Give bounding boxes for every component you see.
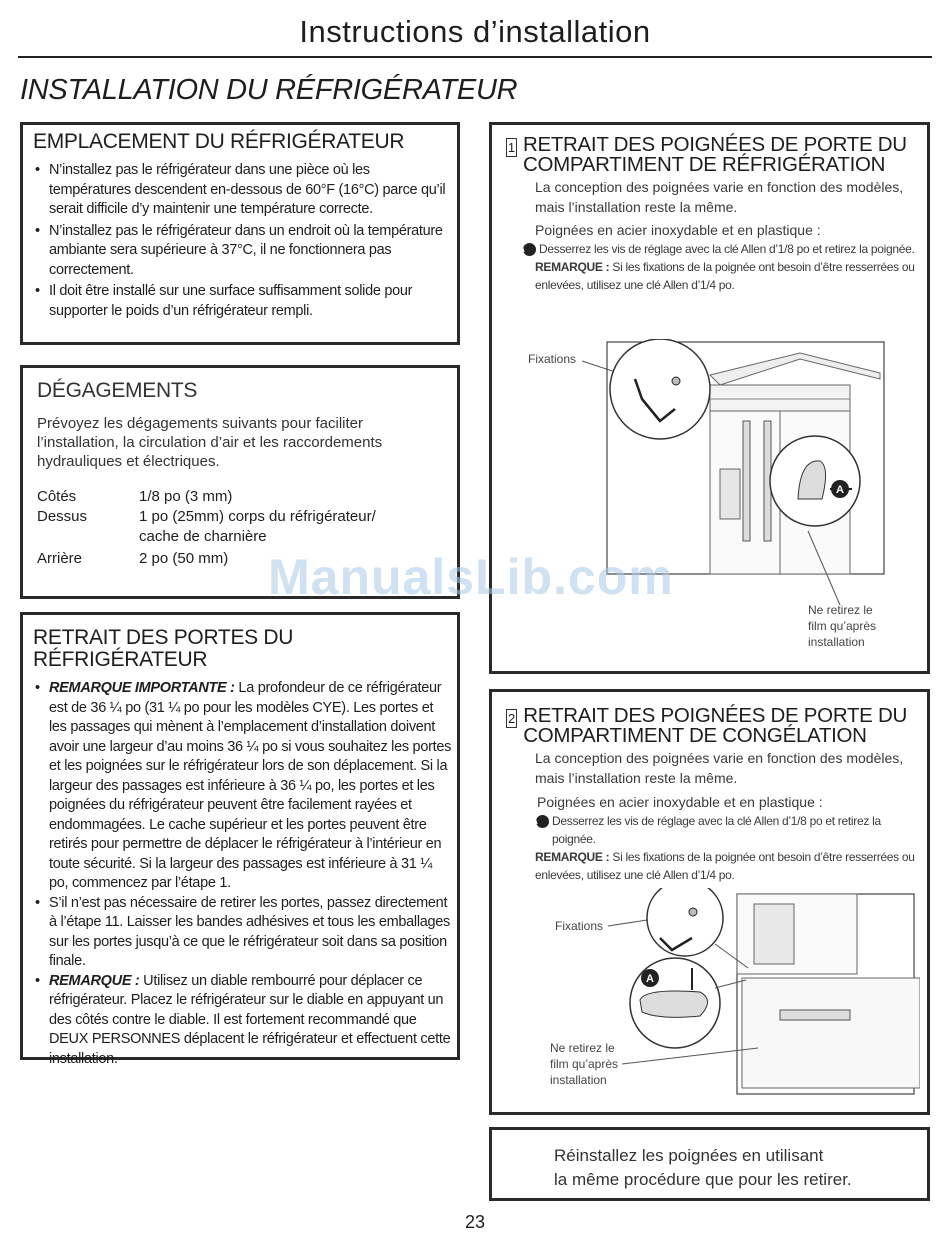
degagements-title: DÉGAGEMENTS — [37, 379, 198, 402]
step2-number-badge: 2 — [507, 711, 516, 726]
clearance-value: 1/8 po (3 mm) — [139, 488, 233, 505]
emplacement-box — [20, 122, 460, 345]
retrait-bullet-skip: • S’il n’est pas nécessaire de retirer les portes, passez directement à l’étape 11. Laisser les bandes adhésives et tous les emballages sur les portes jusqu’à ce que le réfrigérateur soit dans sa position finale. — [33, 894, 453, 972]
clearance-label: Dessus — [37, 508, 88, 525]
step1-number-badge: 1 — [507, 140, 516, 155]
step2-instruction-text: Desserrez les vis de réglage avec la clé Allen d’1/8 po et retirez la poignée. — [552, 814, 881, 846]
step1-title: RETRAIT DES POIGNÉES DE PORTE DU COMPARTIMENT DE RÉFRIGÉRATION — [522, 133, 907, 176]
step1-a-badge: A — [523, 243, 536, 256]
important-note-label: REMARQUE IMPORTANTE : — [49, 680, 235, 696]
step1-fixations-label: Fixations — [528, 352, 577, 366]
step2-diagram — [500, 888, 920, 1103]
clearance-row — [37, 487, 379, 507]
step2-fixations-label: Fixations — [555, 919, 604, 933]
step2-note-label: REMARQUE : — [535, 850, 610, 864]
reinstall-box — [489, 1127, 930, 1201]
step1-note — [506, 258, 919, 294]
step2-film-note-line: film qu’après — [550, 1057, 619, 1071]
step2-note — [506, 848, 919, 884]
emplacement-bullet: • N’installez pas le réfrigérateur dans un endroit où la température ambiante sera supérieure à 37°C, il ne fonctionnera pas correctement. — [33, 222, 449, 281]
page-header-title: Instructions d’installation — [299, 14, 651, 49]
note-label: REMARQUE : — [49, 972, 140, 989]
emplacement-title: EMPLACEMENT DU RÉFRIGÉRATEUR — [33, 130, 405, 153]
emplacement-list — [33, 161, 449, 321]
step1-subtitle: Poignées en acier inoxydable et en plastique : — [535, 222, 821, 238]
retrait-portes-title: RETRAIT DES PORTES DU RÉFRIGÉRATEUR — [33, 626, 294, 671]
emplacement-bullet: • N’installez pas le réfrigérateur dans une pièce où les températures descendent en-dessous de 60°F (16°C) parce qu’il serait difficile d’y maintenir une température correcte. — [33, 161, 449, 220]
header-divider — [18, 56, 932, 58]
step2-film-note-line: Ne retirez le — [550, 1041, 615, 1055]
degagements-intro: Prévoyez les dégagements suivants pour faciliter l’installation, la circulation d’air et les raccordements hydrauliques et électriques. — [37, 415, 383, 470]
step1-film-note-line: film qu’après — [808, 619, 877, 633]
reinstall-line-2: la même procédure que pour les retirer. — [554, 1170, 852, 1189]
clearance-value: 2 po (50 mm) — [139, 550, 229, 567]
reinstall-line-1: Réinstallez les poignées en utilisant — [554, 1146, 824, 1165]
step1-film-note-line: installation — [808, 635, 865, 649]
step1-note-text: Si les fixations de la poignée ont besoin d’être resserrées ou enlevées, utilisez une clé Allen d’1/4 po. — [535, 260, 915, 292]
watermark: ManualsLib.com — [268, 549, 674, 605]
step1-heading — [506, 135, 919, 175]
step1-film-note-line: Ne retirez le — [808, 603, 873, 617]
step1-instruction — [506, 240, 919, 258]
retrait-portes-list — [33, 679, 453, 1069]
step2-heading — [506, 706, 919, 746]
important-note-text: La profondeur de ce réfrigérateur est de 36 ¼ po (31 ¼ po pour les modèles CYE). Les portes et les passages qui mènent à l’emplacement d’installation doivent avoir une largeur d’au moins 36 ¼ po si vous souhaitez les portes et les poignées sur le réfrigérateur lors de son déplacement. Si la largeur des passages est inférieure à 36 ¼ po, les portes et les poignées du réfrigérateur peuvent être facilement rayées et endommagées. Le cache supérieur et les portes peuvent être retirés pour permettre de déplacer le réfrigérateur à l’intérieur en toute sécurité. Si la largeur des passages est inférieure à 31 ¼ po, commencez par l’étape 1. — [49, 680, 452, 891]
clearance-label: Arrière — [37, 550, 83, 567]
retrait-bullet-important — [33, 679, 453, 894]
step1-note-label: REMARQUE : — [535, 260, 610, 274]
retrait-bullet-note — [33, 972, 453, 1070]
retrait-portes-box — [20, 612, 460, 1067]
step2-intro: La conception des poignées varie en fonction des modèles, mais l’installation reste la même. — [535, 750, 904, 786]
step2-box — [489, 689, 930, 1115]
emplacement-bullet: • Il doit être installé sur une surface suffisamment solide pour supporter le poids d’un réfrigérateur rempli. — [33, 282, 449, 321]
step1-intro: La conception des poignées varie en fonction des modèles, mais l’installation reste la même. — [535, 179, 904, 215]
step2-note-text: Si les fixations de la poignée ont besoin d’être resserrées ou enlevées, utilisez une clé Allen d’1/4 po. — [535, 850, 915, 882]
section-title: INSTALLATION DU RÉFRIGÉRATEUR — [20, 74, 518, 106]
step2-a-badge: A — [536, 815, 549, 828]
step2-instruction — [506, 812, 919, 848]
step1-instruction-text: Desserrez les vis de réglage avec la clé Allen d’1/8 po et retirez la poignée. — [539, 242, 915, 256]
step1-a-marker-label: A — [836, 484, 844, 496]
clearance-row — [37, 507, 379, 549]
note-text: Utilisez un diable rembourré pour déplacer ce réfrigérateur. Placez le réfrigérateur sur le diable en appuyant un des côtés contre le diable. Il est fortement recommandé que DEUX PERSONNES déplacent le réfrigérateur et effectuent cette installation. — [49, 972, 451, 1067]
clearance-value: 1 po (25mm) corps du réfrigérateur/ cache de charnière — [139, 508, 376, 545]
step2-film-note-line: installation — [550, 1073, 607, 1087]
page-number: 23 — [464, 1212, 486, 1232]
step2-subtitle: Poignées en acier inoxydable et en plastique : — [537, 794, 823, 810]
step2-a-marker-label: A — [646, 973, 654, 985]
step2-title: RETRAIT DES POIGNÉES DE PORTE DU COMPARTIMENT DE CONGÉLATION — [523, 704, 907, 747]
clearance-label: Côtés — [37, 488, 77, 505]
step1-diagram — [500, 339, 920, 659]
